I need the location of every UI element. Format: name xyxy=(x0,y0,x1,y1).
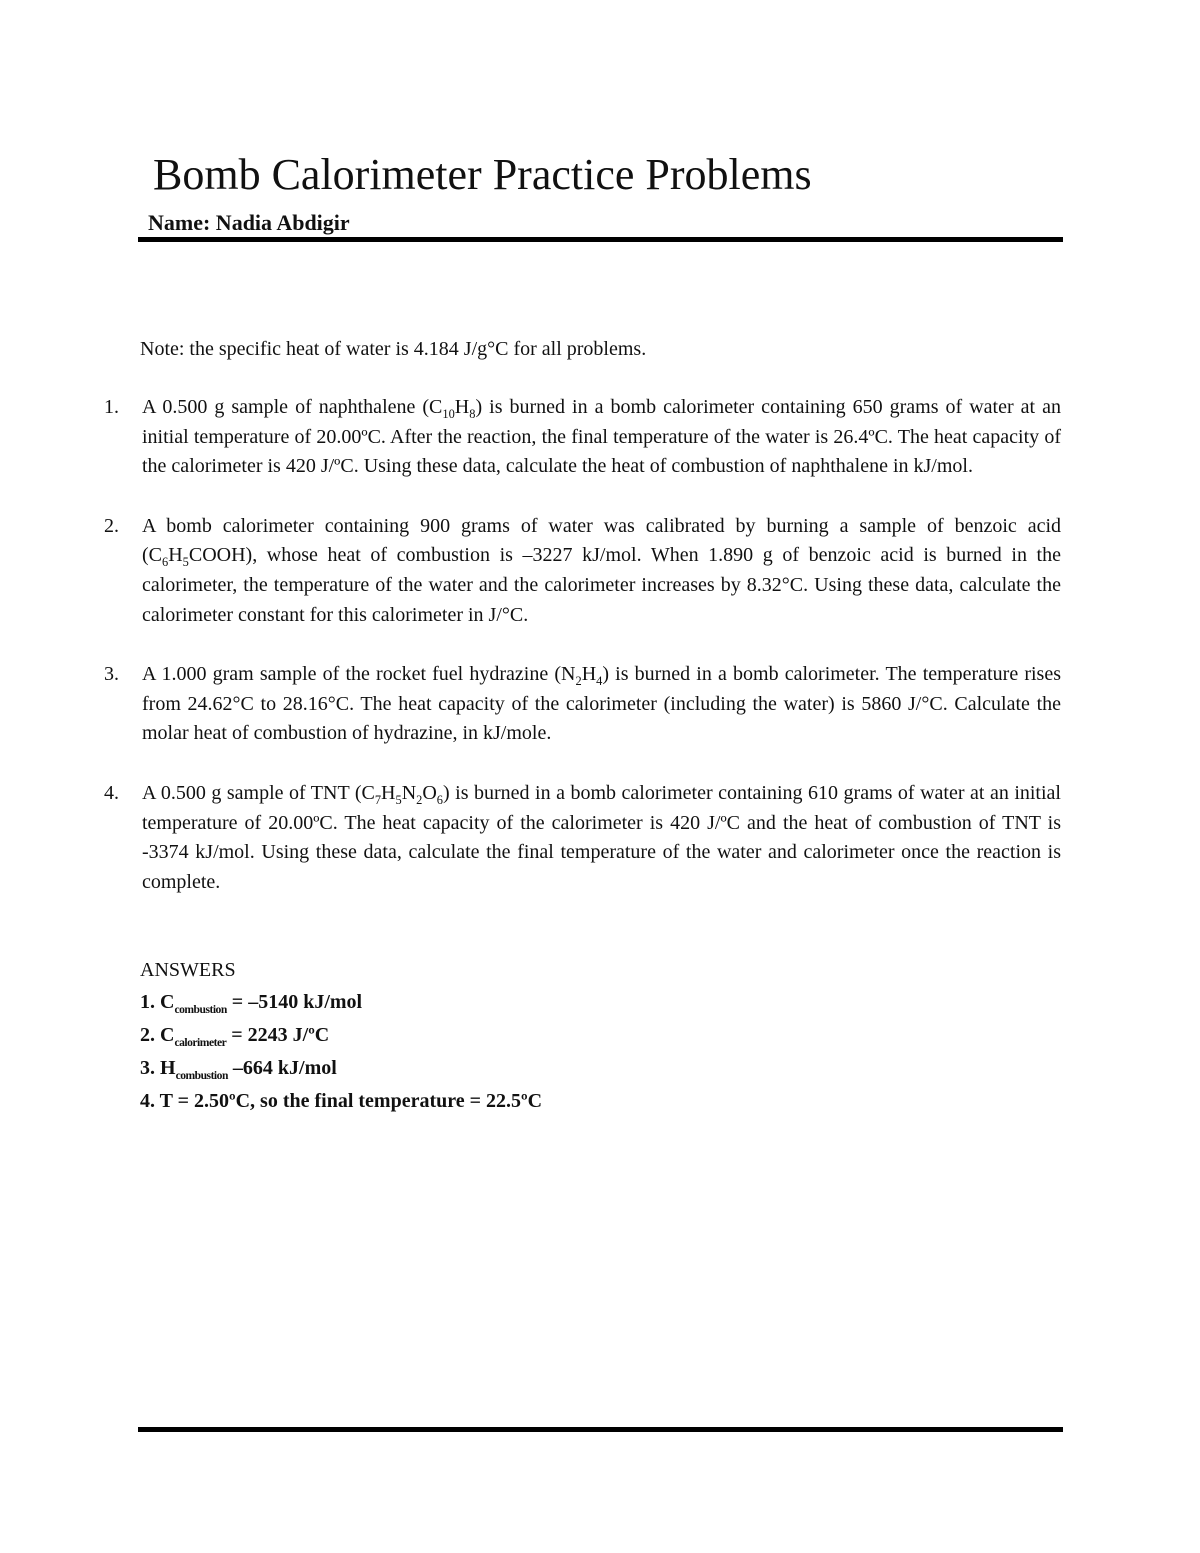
subscript: 2 xyxy=(416,792,423,807)
problem-text-segment: ) is burned in a bomb calorimeter containing 650 grams of water at an initial temperature of 20.00ºC. After the reaction, the final temperature of the water is 26.4ºC. The heat capacity of the calorimeter is 420 J/ºC. Using these data, calculate the heat of combustion of naphthalene in kJ/mol. xyxy=(142,396,1061,478)
subscript: 8 xyxy=(469,407,476,421)
subscript: 6 xyxy=(436,792,443,807)
bottom-divider xyxy=(138,1427,1063,1432)
problem-list xyxy=(104,393,1061,927)
answer-4 xyxy=(140,1085,542,1118)
top-divider xyxy=(138,237,1063,242)
answer-text: 4. T = 2.50ºC, so the final temperature = 22.5ºC xyxy=(140,1090,543,1112)
problem-text xyxy=(142,396,1061,477)
problem-text-segment: COOH), whose heat of combustion is –3227 kJ/mol. When 1.890 g of benzoic acid is burned in the calorimeter, the temperature of the water and the calorimeter increases by 8.32°C. Using these data, calculate the calorimeter constant for this calorimeter in J/°C. xyxy=(142,544,1061,626)
problem-4 xyxy=(104,779,1061,897)
problem-2 xyxy=(104,512,1061,630)
problem-text-segment: N xyxy=(401,781,417,804)
answer-subscript: combustion xyxy=(174,1003,227,1016)
problem-text xyxy=(142,663,1061,744)
answer-text: 3. H xyxy=(140,1057,176,1079)
problem-number: 1. xyxy=(104,396,119,418)
subscript: 5 xyxy=(182,555,189,570)
subscript: 4 xyxy=(596,674,603,689)
answer-text: = 2243 J/ºC xyxy=(226,1024,330,1046)
problem-text-segment: H xyxy=(381,781,396,804)
problem-number: 4. xyxy=(104,781,119,804)
problem-number: 2. xyxy=(104,514,119,537)
answer-text: = –5140 kJ/mol xyxy=(226,991,363,1013)
answer-text: 1. C xyxy=(140,991,175,1013)
problem-text-segment: H xyxy=(581,663,597,686)
subscript: 7 xyxy=(374,792,382,807)
answers-section xyxy=(140,956,542,1118)
answer-text: 2. C xyxy=(140,1024,175,1046)
answers-heading: ANSWERS xyxy=(140,959,236,981)
answer-3 xyxy=(140,1052,542,1085)
problem-1 xyxy=(104,393,1061,482)
subscript: 6 xyxy=(162,555,169,570)
answer-text: –664 kJ/mol xyxy=(227,1057,337,1079)
subscript: 5 xyxy=(395,792,402,807)
problem-text-segment: A bomb calorimeter containing 900 grams of water was calibrated by burning a sample of benzoic acid (C xyxy=(142,514,1061,567)
answer-subscript: combustion xyxy=(175,1069,228,1082)
answer-2 xyxy=(140,1019,542,1052)
student-name: Name: Nadia Abdigir xyxy=(148,210,350,235)
answer-1 xyxy=(140,986,542,1019)
problem-text-segment: ) is burned in a bomb calorimeter. The temperature rises from 24.62°C to 28.16°C. The heat capacity of the calorimeter (including the water) is 5860 J/°C. Calculate the molar heat of combustion of hydrazine, in kJ/mole. xyxy=(142,663,1061,745)
subscript: 2 xyxy=(575,674,582,689)
problem-text-segment: A 0.500 g sample of naphthalene (C xyxy=(142,396,443,418)
problem-text-segment: O xyxy=(422,781,437,804)
problem-text-segment: A 1.000 gram sample of the rocket fuel hydrazine (N xyxy=(142,663,576,686)
page-title: Bomb Calorimeter Practice Problems xyxy=(153,150,812,199)
subscript: 10 xyxy=(442,407,455,421)
answer-subscript: calorimeter xyxy=(174,1036,227,1049)
problem-text-segment: H xyxy=(454,396,470,418)
problem-number: 3. xyxy=(104,663,119,686)
problem-text xyxy=(142,515,1061,626)
specific-heat-note: Note: the specific heat of water is 4.184 J/g°C for all problems. xyxy=(140,338,647,360)
problem-text-segment: A 0.500 g sample of TNT (C xyxy=(142,781,375,804)
problem-text-segment: H xyxy=(168,544,183,567)
problem-3 xyxy=(104,660,1061,749)
problem-text xyxy=(142,782,1061,893)
problem-text-segment: ) is burned in a bomb calorimeter containing 610 grams of water at an initial temperature of 20.00ºC. The heat capacity of the calorimeter is 420 J/ºC and the heat of combustion of TNT is -3374 kJ/mol. Using these data, calculate the final temperature of the water and calorimeter once the reaction is complete. xyxy=(142,781,1061,893)
